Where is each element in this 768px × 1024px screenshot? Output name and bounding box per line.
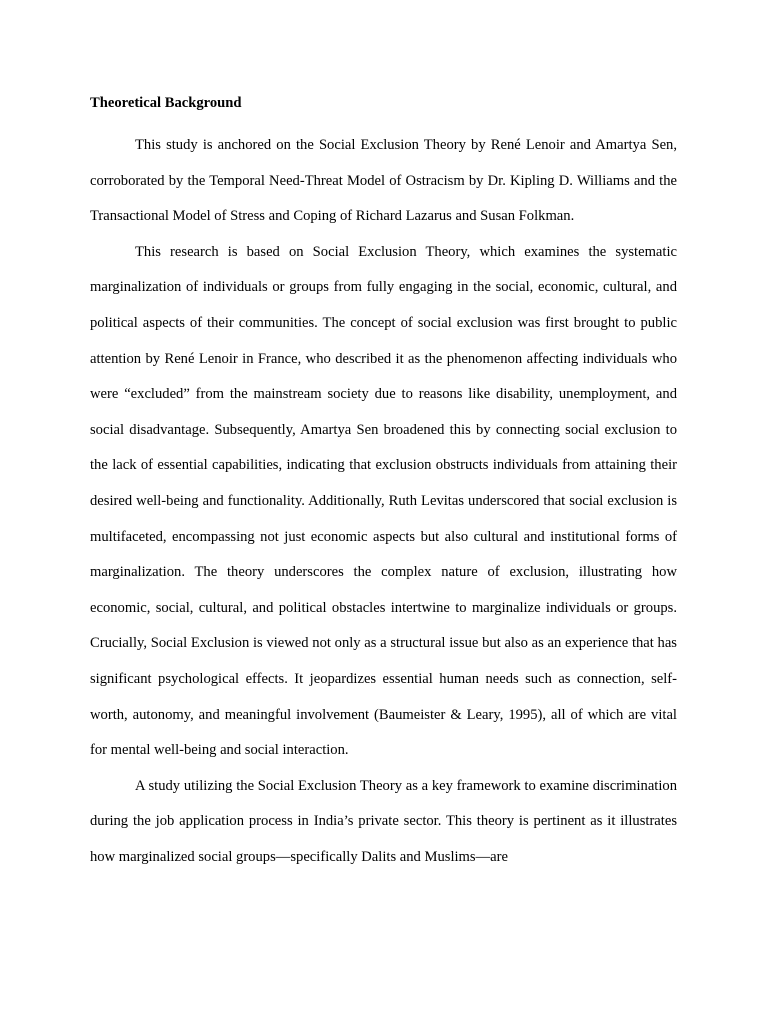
section-heading: Theoretical Background xyxy=(90,95,242,111)
paragraph-intro: This study is anchored on the Social Exclusion Theory by René Lenoir and Amartya Sen, corroborated by the Temporal Need-Threat Model of Ostracism by Dr. Kipling D. Williams and the Transactional Model of Stress and Coping of Richard Lazarus and Susan Folkman. xyxy=(90,137,677,225)
paragraph-social-exclusion-theory: This research is based on Social Exclusion Theory, which examines the systematic marginalization of individuals or groups from fully engaging in the social, economic, cultural, and political aspects of their communities. The concept of social exclusion was first brought to public attention by René Lenoir in France, who described it as the phenomenon affecting individuals who were “excluded” from the mainstream society due to reasons like disability, unemployment, and social disadvantage. Subsequently, Amartya Sen broadened this by connecting social exclusion to the lack of essential capabilities, indicating that exclusion obstructs individuals from attaining their desired well-being and functionality. Additionally, Ruth Levitas underscored that social exclusion is multifaceted, encompassing not just economic aspects but also cultural and institutional forms of marginalization. The theory underscores the complex nature of exclusion, illustrating how economic, social, cultural, and political obstacles intertwine to marginalize individuals or groups. Crucially, Social Exclusion is viewed not only as a structural issue but also as an experience that has significant psychological effects. It jeopardizes essential human needs such as connection, self-worth, autonomy, and meaningful involvement (Baumeister & Leary, 1995), all of which are vital for mental well-being and social interaction. xyxy=(90,243,677,759)
document-body xyxy=(90,93,677,875)
paragraph-india-study: A study utilizing the Social Exclusion Theory as a key framework to examine discrimination during the job application process in India’s private sector. This theory is pertinent as it illustrates how marginalized social groups—specifically Dalits and Muslims—are xyxy=(90,777,677,865)
